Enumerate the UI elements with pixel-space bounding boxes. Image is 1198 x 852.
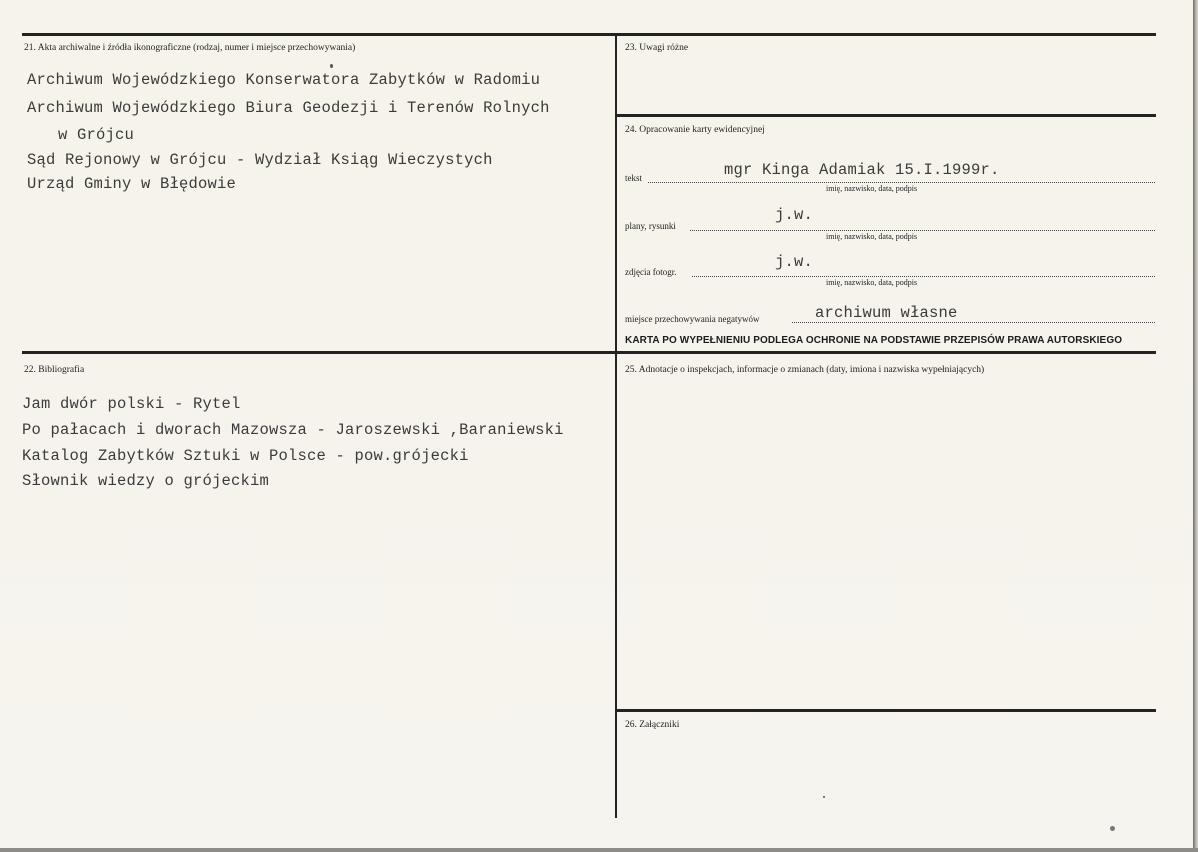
field-value: archiwum własne (815, 304, 958, 322)
middle-rule (22, 351, 1156, 354)
field-value: j.w. (775, 253, 814, 271)
field-label: zdjęcia fotogr. (625, 267, 677, 277)
section-25-label: 25. Adnotacje o inspekcjach, informacje o zmianach (daty, imiona i nazwiska wypełniających) (625, 365, 985, 375)
ink-speck (823, 796, 825, 798)
section-24-label: 24. Opracowanie karty ewidencyjnej (625, 125, 765, 135)
top-rule (22, 33, 1156, 36)
archive-entry: Archiwum Wojewódzkiego Biura Geodezji i Terenów Rolnych (27, 99, 550, 117)
ink-speck (330, 64, 333, 68)
archive-entry: Archiwum Wojewódzkiego Konserwatora Zabytków w Radomiu (27, 71, 541, 89)
column-divider (615, 33, 617, 818)
section-26-label: 26. Załączniki (625, 720, 680, 730)
field-hint: imię, nazwisko, data, podpis (826, 278, 918, 287)
dotted-line (690, 230, 1155, 231)
bibliography-entry: Jam dwór polski - Rytel (22, 395, 241, 413)
archive-entry: Sąd Rejonowy w Grójcu - Wydział Ksiąg Wieczystych (27, 151, 493, 169)
dotted-line (692, 276, 1155, 277)
section-23-label: 23. Uwagi różne (625, 43, 689, 53)
bibliography-entry: Słownik wiedzy o grójeckim (22, 472, 270, 490)
field-value: mgr Kinga Adamiak 15.I.1999r. (724, 161, 1000, 179)
dotted-line (792, 322, 1155, 323)
section-22-label: 22. Bibliografia (24, 365, 85, 375)
field-hint: imię, nazwisko, data, podpis (826, 184, 918, 193)
rule-25-26 (616, 709, 1156, 712)
bibliography-entry: Po pałacach i dworach Mazowsza - Jaroszewski ,Baraniewski (22, 421, 564, 439)
archive-entry: w Grójcu (58, 126, 135, 144)
field-value: j.w. (775, 206, 814, 224)
field-label: miejsce przechowywania negatywów (625, 314, 760, 324)
copyright-notice: KARTA PO WYPEŁNIENIU PODLEGA OCHRONIE NA PODSTAWIE PRZEPISÓW PRAWA AUTORSKIEGO (625, 335, 1123, 346)
rule-23-24 (616, 114, 1156, 117)
page-edge-bottom (0, 848, 1198, 852)
ink-speck (1110, 826, 1115, 831)
dotted-line (648, 182, 1155, 183)
field-label: tekst (625, 173, 642, 183)
section-21-label: 21. Akta archiwalne i źródła ikonograficzne (rodzaj, numer i miejsce przechowywania) (24, 43, 356, 53)
field-label: plany, rysunki (625, 221, 676, 231)
page-edge-right (1193, 0, 1198, 852)
field-hint: imię, nazwisko, data, podpis (826, 232, 918, 241)
archive-entry: Urząd Gminy w Błędowie (27, 175, 237, 193)
bibliography-entry: Katalog Zabytków Sztuki w Polsce - pow.grójecki (22, 447, 469, 465)
